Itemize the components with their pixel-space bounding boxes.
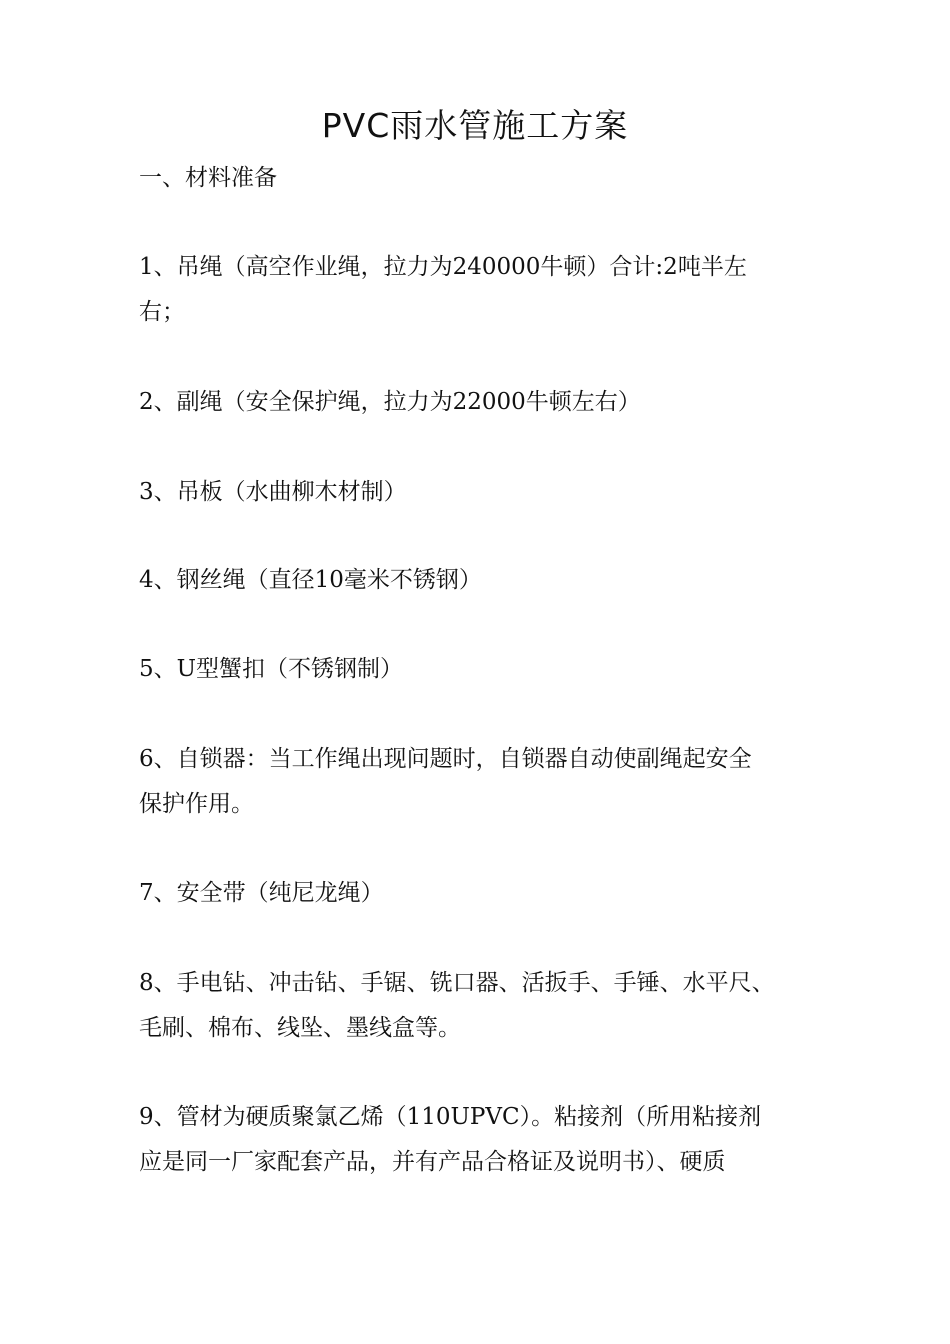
- list-item: [139, 737, 839, 827]
- list-item-line: 5、U型蟹扣（不锈钢制）: [139, 656, 404, 682]
- list-item-line: 6、自锁器：当工作绳出现问题时，自锁器自动使副绳起安全: [139, 746, 752, 772]
- list-item: [139, 647, 839, 692]
- list-item: [139, 380, 839, 425]
- list-item-line: 9、管材为硬质聚氯乙烯（110UPVC）。粘接剂（所用粘接剂: [139, 1104, 762, 1130]
- list-item-line: 应是同一厂家配套产品，并有产品合格证及说明书）、硬质: [139, 1149, 726, 1175]
- list-item-line: 4、钢丝绳（直径10毫米不锈钢）: [139, 567, 482, 593]
- list-item: [139, 1095, 839, 1185]
- list-item: [139, 470, 839, 515]
- list-item: [139, 871, 839, 916]
- list-item: [139, 961, 839, 1051]
- list-item-line: 右；: [139, 299, 185, 325]
- list-item-line: 保护作用。: [139, 791, 254, 817]
- list-item-line: 毛刷、棉布、线坠、墨线盒等。: [139, 1015, 461, 1041]
- list-item-line: 2、副绳（安全保护绳，拉力为22000牛顿左右）: [139, 389, 641, 415]
- list-item-line: 7、安全带（纯尼龙绳）: [139, 880, 384, 906]
- document-title: PVC雨水管施工方案: [321, 106, 629, 145]
- list-item: [139, 245, 839, 335]
- list-item: [139, 558, 839, 603]
- section-heading: 一、材料准备: [139, 165, 277, 191]
- list-item-line: 1、吊绳（高空作业绳，拉力为240000牛顿）合计:2吨半左: [139, 254, 747, 280]
- list-item-line: 8、手电钻、冲击钻、手锯、铣口器、活扳手、手锤、水平尺、: [139, 970, 775, 996]
- list-item-line: 3、吊板（水曲柳木材制）: [139, 479, 407, 505]
